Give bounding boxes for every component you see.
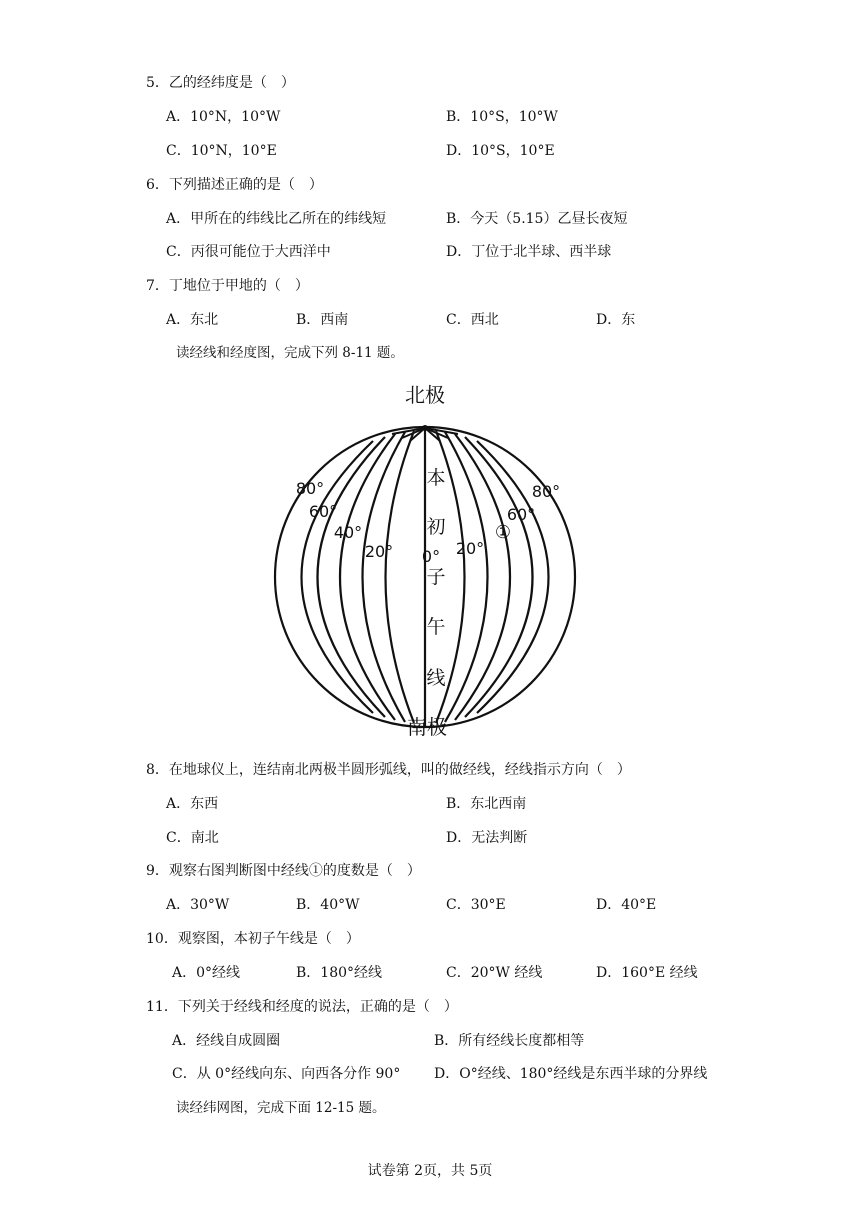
question-10-option-b[interactable]: B．180°经线	[296, 965, 383, 981]
question-9-stem: 9．观察右图判断图中经线①的度数是（ ）	[146, 863, 421, 879]
meridian-right-60b	[465, 437, 536, 717]
question-11-option-b[interactable]: B．所有经线长度都相等	[434, 1033, 585, 1049]
question-6-option-c[interactable]: C．丙很可能位于大西洋中	[166, 244, 331, 260]
meridian-left-60b	[318, 437, 386, 717]
question-6-option-d[interactable]: D．丁位于北半球、西半球	[446, 244, 612, 260]
prime-meridian-char-3: 子	[426, 566, 446, 588]
left-label-60: 60°	[308, 502, 338, 521]
zero-degree-label: 0°	[421, 547, 441, 566]
question-7-option-a[interactable]: A．东北	[166, 312, 219, 328]
north-pole-dot	[422, 425, 428, 431]
question-11-stem: 11．下列关于经线和经度的说法，正确的是（ ）	[146, 999, 458, 1015]
question-5-stem: 5．乙的经纬度是（ ）	[146, 75, 295, 91]
south-pole-label: 南极	[407, 715, 447, 739]
question-11-option-d[interactable]: D．O°经线、180°经线是东西半球的分界线	[434, 1066, 708, 1082]
north-pole-label: 北极	[405, 383, 445, 407]
meridian-marker-1: ①	[494, 522, 512, 543]
page-footer: 试卷第 2页，共 5页	[367, 1163, 493, 1179]
question-6-stem: 6．下列描述正确的是（ ）	[146, 177, 323, 193]
left-label-80: 80°	[295, 479, 325, 498]
right-label-20: 20°	[455, 539, 485, 558]
question-10-option-d[interactable]: D．160°E 经线	[596, 965, 698, 981]
question-9-option-d[interactable]: D．40°E	[596, 897, 657, 913]
question-9-option-b[interactable]: B．40°W	[296, 897, 360, 913]
question-8-option-c[interactable]: C．南北	[166, 830, 219, 846]
question-11-option-a[interactable]: A．经线自成圆圈	[172, 1033, 281, 1049]
question-10-stem: 10．观察图，本初子午线是（ ）	[146, 931, 360, 947]
left-label-20: 20°	[364, 542, 394, 561]
section-intro-grid: 读经纬网图，完成下面 12-15 题。	[176, 1100, 386, 1116]
question-8-option-a[interactable]: A．东西	[166, 796, 219, 812]
prime-meridian-char-4: 午	[426, 616, 446, 638]
question-9-option-c[interactable]: C．30°E	[446, 897, 506, 913]
question-6-option-b[interactable]: B．今天（5.15）乙昼长夜短	[446, 211, 628, 227]
prime-meridian-char-5: 线	[426, 667, 446, 689]
question-6-option-a[interactable]: A．甲所在的纬线比乙所在的纬线短	[166, 211, 387, 227]
question-7-stem: 7．丁地位于甲地的（ ）	[146, 278, 309, 294]
meridian-left-60	[340, 434, 395, 720]
question-8-stem: 8．在地球仪上，连结南北两极半圆形弧线，叫的做经线，经线指示方向（ ）	[146, 762, 631, 778]
question-11-option-c[interactable]: C．从 0°经线向东、向西各分作 90°	[172, 1066, 401, 1082]
question-7-option-b[interactable]: B．西南	[296, 312, 349, 328]
question-7-option-c[interactable]: C．西北	[446, 312, 499, 328]
question-10-option-c[interactable]: C．20°W 经线	[446, 965, 543, 981]
prime-meridian-char-2: 初	[426, 516, 446, 538]
left-label-40: 40°	[333, 523, 363, 542]
right-label-80: 80°	[531, 482, 561, 501]
question-10-option-a[interactable]: A．0°经线	[172, 965, 241, 981]
prime-meridian-char-1: 本	[426, 467, 446, 489]
question-8-option-d[interactable]: D．无法判断	[446, 830, 528, 846]
section-intro-meridian: 读经线和经度图，完成下列 8-11 题。	[176, 345, 404, 361]
question-9-option-a[interactable]: A．30°W	[166, 897, 230, 913]
question-5-option-d[interactable]: D．10°S，10°E	[446, 143, 555, 159]
meridian-left-20	[386, 431, 415, 723]
question-5-option-a[interactable]: A．10°N，10°W	[166, 109, 281, 125]
question-8-option-b[interactable]: B．东北西南	[446, 796, 527, 812]
meridian-right-60	[455, 434, 510, 720]
right-label-60: 60°	[506, 505, 536, 524]
question-5-option-c[interactable]: C．10°N，10°E	[166, 143, 277, 159]
question-7-option-d[interactable]: D．东	[596, 312, 636, 328]
question-5-option-b[interactable]: B．10°S，10°W	[446, 109, 558, 125]
